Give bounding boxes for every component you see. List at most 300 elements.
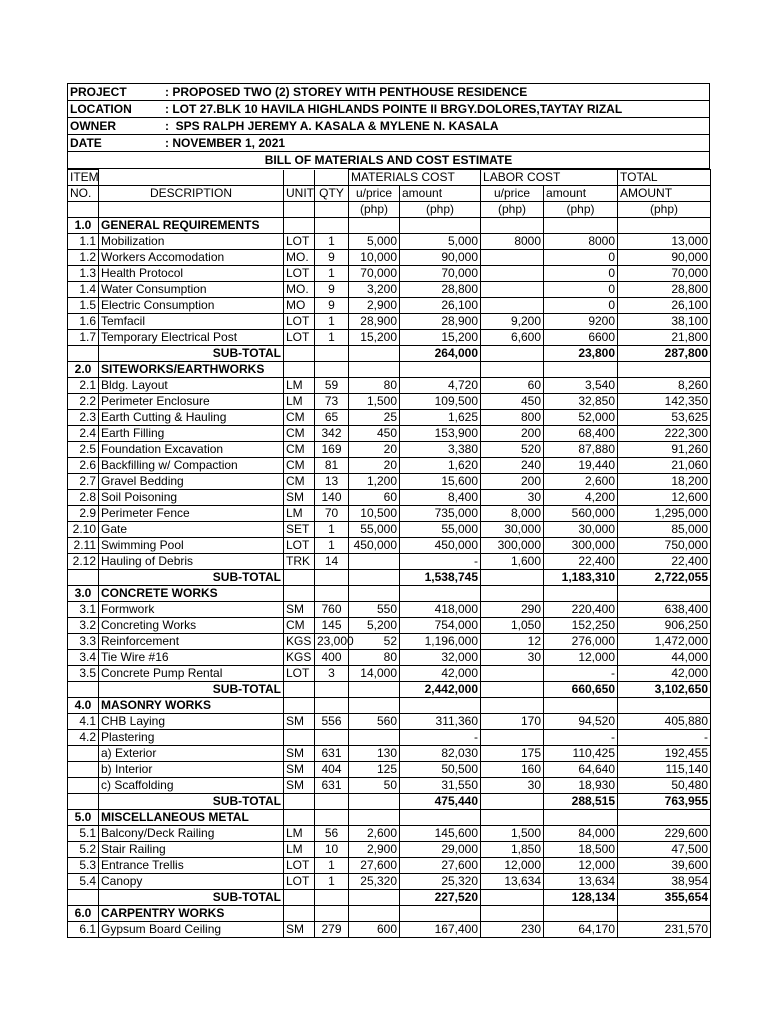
labor-unit-price: 175 <box>481 746 544 762</box>
empty-cell <box>618 698 711 714</box>
item-unit <box>284 730 315 746</box>
labor-unit-price: 8000 <box>481 234 544 250</box>
labor-unit-price: 520 <box>481 442 544 458</box>
labor-amount: 0 <box>544 250 618 266</box>
item-unit: SM <box>284 714 315 730</box>
table-row <box>68 298 711 314</box>
item-description: Temfacil <box>99 314 284 330</box>
material-amount: 1,620 <box>400 458 481 474</box>
subtotal-total-amount: 287,800 <box>618 346 711 362</box>
item-description: Tie Wire #16 <box>99 650 284 666</box>
item-qty: 1 <box>315 874 349 890</box>
item-unit: LOT <box>284 234 315 250</box>
labor-amount: 4,200 <box>544 490 618 506</box>
subtotal-row <box>68 570 711 586</box>
item-qty: 1 <box>315 266 349 282</box>
material-unit-price: 20 <box>349 458 400 474</box>
section-title: CARPENTRY WORKS <box>99 906 284 922</box>
total-amount: 115,140 <box>618 762 711 778</box>
table-row <box>68 458 711 474</box>
material-unit-price: 550 <box>349 602 400 618</box>
item-qty: 3 <box>315 666 349 682</box>
cost-table <box>67 169 711 938</box>
total-amount: 38,100 <box>618 314 711 330</box>
item-qty: 279 <box>315 922 349 938</box>
item-number: 1.7 <box>68 330 99 346</box>
empty-cell <box>315 890 349 906</box>
material-amount: 70,000 <box>400 266 481 282</box>
material-amount: 1,625 <box>400 410 481 426</box>
empty-cell <box>481 218 544 234</box>
empty-cell <box>284 890 315 906</box>
item-unit: LM <box>284 506 315 522</box>
col-material-uprice-header: u/price <box>349 186 400 202</box>
table-row <box>68 554 711 570</box>
item-unit: SM <box>284 602 315 618</box>
empty-cell <box>349 570 400 586</box>
labor-unit-price: 290 <box>481 602 544 618</box>
total-amount: 18,200 <box>618 474 711 490</box>
section-number: 6.0 <box>68 906 99 922</box>
labor-amount: 68,400 <box>544 426 618 442</box>
material-amount: 450,000 <box>400 538 481 554</box>
material-amount: 4,720 <box>400 378 481 394</box>
item-number: 3.1 <box>68 602 99 618</box>
empty-cell <box>284 362 315 378</box>
subtotal-total-amount: 3,102,650 <box>618 682 711 698</box>
col-item-header: ITEM <box>68 170 99 186</box>
item-qty: 56 <box>315 826 349 842</box>
section-header-row <box>68 810 711 826</box>
total-amount: 38,954 <box>618 874 711 890</box>
item-qty: 73 <box>315 394 349 410</box>
labor-unit-price: 200 <box>481 426 544 442</box>
section-header-row <box>68 362 711 378</box>
table-row <box>68 762 711 778</box>
material-amount: 735,000 <box>400 506 481 522</box>
subtotal-labor-amount: 23,800 <box>544 346 618 362</box>
item-unit: SM <box>284 746 315 762</box>
material-unit-price: 25 <box>349 410 400 426</box>
empty-cell <box>284 570 315 586</box>
item-description: Hauling of Debris <box>99 554 284 570</box>
item-description: Workers Accomodation <box>99 250 284 266</box>
total-amount: 12,600 <box>618 490 711 506</box>
section-number: 2.0 <box>68 362 99 378</box>
empty-cell <box>349 218 400 234</box>
project-value: : PROPOSED TWO (2) STOREY WITH PENTHOUSE RESIDENCE <box>165 85 528 99</box>
labor-amount: 64,170 <box>544 922 618 938</box>
empty-cell <box>284 218 315 234</box>
item-description: b) Interior <box>99 762 284 778</box>
item-qty: 1 <box>315 330 349 346</box>
labor-amount: 220,400 <box>544 602 618 618</box>
material-unit-price: 3,200 <box>349 282 400 298</box>
empty-cell <box>400 698 481 714</box>
empty-cell <box>349 794 400 810</box>
subtotal-total-amount: 2,722,055 <box>618 570 711 586</box>
labor-unit-price: 30 <box>481 490 544 506</box>
material-amount: 28,900 <box>400 314 481 330</box>
item-number: 3.2 <box>68 618 99 634</box>
subtotal-label: SUB-TOTAL <box>99 682 284 698</box>
labor-amount: 94,520 <box>544 714 618 730</box>
empty-cell <box>349 682 400 698</box>
material-unit-price: 80 <box>349 378 400 394</box>
material-amount: 31,550 <box>400 778 481 794</box>
item-qty: 1 <box>315 538 349 554</box>
table-row <box>68 922 711 938</box>
table-row <box>68 410 711 426</box>
material-unit-price: 60 <box>349 490 400 506</box>
item-unit: LOT <box>284 330 315 346</box>
empty-cell <box>68 682 99 698</box>
empty-cell <box>481 682 544 698</box>
item-qty: 9 <box>315 298 349 314</box>
item-number: 2.6 <box>68 458 99 474</box>
labor-unit-price: 160 <box>481 762 544 778</box>
item-description: Gate <box>99 522 284 538</box>
material-unit-price: 15,200 <box>349 330 400 346</box>
item-number: 1.2 <box>68 250 99 266</box>
labor-unit-price <box>481 666 544 682</box>
empty-cell <box>400 586 481 602</box>
material-amount: 1,196,000 <box>400 634 481 650</box>
subtotal-labor-amount: 660,650 <box>544 682 618 698</box>
table-row <box>68 394 711 410</box>
subtotal-material-amount: 227,520 <box>400 890 481 906</box>
subtotal-material-amount: 475,440 <box>400 794 481 810</box>
subtotal-total-amount: 355,654 <box>618 890 711 906</box>
material-amount: 90,000 <box>400 250 481 266</box>
date-row <box>67 135 710 152</box>
table-row <box>68 314 711 330</box>
table-row <box>68 746 711 762</box>
material-unit-price: 1,200 <box>349 474 400 490</box>
item-number: 5.3 <box>68 858 99 874</box>
labor-amount: 8000 <box>544 234 618 250</box>
table-row <box>68 522 711 538</box>
col-php-unit: (php) <box>618 202 711 218</box>
material-amount: 32,000 <box>400 650 481 666</box>
material-unit-price: 1,500 <box>349 394 400 410</box>
labor-unit-price <box>481 298 544 314</box>
empty-cell <box>68 346 99 362</box>
total-amount: 22,400 <box>618 554 711 570</box>
total-amount: 91,260 <box>618 442 711 458</box>
labor-unit-price <box>481 282 544 298</box>
item-description: Perimeter Fence <box>99 506 284 522</box>
material-amount: 25,320 <box>400 874 481 890</box>
item-qty: 13 <box>315 474 349 490</box>
empty-cell <box>284 810 315 826</box>
item-description: Soil Poisoning <box>99 490 284 506</box>
empty-cell <box>284 794 315 810</box>
table-row <box>68 538 711 554</box>
empty-cell <box>349 586 400 602</box>
column-header-row-2 <box>68 186 711 202</box>
empty-cell <box>544 906 618 922</box>
item-unit: LOT <box>284 266 315 282</box>
item-number: 4.1 <box>68 714 99 730</box>
empty-cell <box>618 906 711 922</box>
labor-unit-price: 200 <box>481 474 544 490</box>
labor-amount: 87,880 <box>544 442 618 458</box>
item-number: 2.3 <box>68 410 99 426</box>
item-number: 2.7 <box>68 474 99 490</box>
item-number: 2.5 <box>68 442 99 458</box>
table-row <box>68 474 711 490</box>
material-unit-price <box>349 730 400 746</box>
item-number: 5.1 <box>68 826 99 842</box>
location-value: : LOT 27.BLK 10 HAVILA HIGHLANDS POINTE II BRGY.DOLORES,TAYTAY RIZAL <box>165 102 623 116</box>
section-title: CONCRETE WORKS <box>99 586 284 602</box>
empty-cell <box>481 810 544 826</box>
item-unit: LOT <box>284 666 315 682</box>
item-unit: SM <box>284 490 315 506</box>
total-amount: 53,625 <box>618 410 711 426</box>
item-unit: MO. <box>284 250 315 266</box>
table-row <box>68 730 711 746</box>
section-title: SITEWORKS/EARTHWORKS <box>99 362 284 378</box>
total-amount: 142,350 <box>618 394 711 410</box>
item-qty: 760 <box>315 602 349 618</box>
table-row <box>68 650 711 666</box>
total-amount: 39,600 <box>618 858 711 874</box>
cost-estimate-sheet <box>67 83 710 938</box>
labor-unit-price: 30 <box>481 650 544 666</box>
material-unit-price: 70,000 <box>349 266 400 282</box>
table-row <box>68 330 711 346</box>
item-description: Foundation Excavation <box>99 442 284 458</box>
labor-unit-price <box>481 266 544 282</box>
empty-cell <box>68 570 99 586</box>
item-unit: MO. <box>284 282 315 298</box>
labor-unit-price: 9,200 <box>481 314 544 330</box>
item-unit: SM <box>284 762 315 778</box>
labor-amount: 0 <box>544 298 618 314</box>
table-row <box>68 714 711 730</box>
material-amount: - <box>400 730 481 746</box>
item-number: 2.8 <box>68 490 99 506</box>
item-unit: SM <box>284 778 315 794</box>
labor-unit-price: 13,634 <box>481 874 544 890</box>
empty-cell <box>284 346 315 362</box>
empty-cell <box>349 906 400 922</box>
item-qty: 1 <box>315 522 349 538</box>
item-unit: KGS <box>284 634 315 650</box>
labor-unit-price: 170 <box>481 714 544 730</box>
material-amount: 27,600 <box>400 858 481 874</box>
labor-amount: 0 <box>544 266 618 282</box>
material-unit-price: 5,000 <box>349 234 400 250</box>
table-row <box>68 618 711 634</box>
empty-cell <box>481 794 544 810</box>
item-description: Gravel Bedding <box>99 474 284 490</box>
labor-unit-price: 1,850 <box>481 842 544 858</box>
labor-unit-price: 8,000 <box>481 506 544 522</box>
section-title: GENERAL REQUIREMENTS <box>99 218 284 234</box>
total-amount: 192,455 <box>618 746 711 762</box>
labor-unit-price <box>481 730 544 746</box>
item-qty: 631 <box>315 778 349 794</box>
item-unit: LOT <box>284 538 315 554</box>
item-qty: 145 <box>315 618 349 634</box>
material-amount: - <box>400 554 481 570</box>
subtotal-material-amount: 264,000 <box>400 346 481 362</box>
total-amount: 222,300 <box>618 426 711 442</box>
labor-amount: 9200 <box>544 314 618 330</box>
labor-amount: 22,400 <box>544 554 618 570</box>
item-qty: 556 <box>315 714 349 730</box>
item-unit: CM <box>284 618 315 634</box>
table-row <box>68 250 711 266</box>
material-unit-price: 10,000 <box>349 250 400 266</box>
table-row <box>68 506 711 522</box>
item-description: Mobilization <box>99 234 284 250</box>
item-number: 3.3 <box>68 634 99 650</box>
subtotal-material-amount: 2,442,000 <box>400 682 481 698</box>
item-description: Reinforcement <box>99 634 284 650</box>
material-unit-price: 130 <box>349 746 400 762</box>
owner-value: : SPS RALPH JEREMY A. KASALA & MYLENE N. KASALA <box>165 119 499 133</box>
item-description: Balcony/Deck Railing <box>99 826 284 842</box>
empty-cell <box>618 218 711 234</box>
empty-cell <box>315 586 349 602</box>
material-unit-price: 27,600 <box>349 858 400 874</box>
table-row <box>68 842 711 858</box>
total-amount: 231,570 <box>618 922 711 938</box>
item-number: 2.9 <box>68 506 99 522</box>
material-unit-price: 2,900 <box>349 298 400 314</box>
labor-unit-price: 12 <box>481 634 544 650</box>
table-row <box>68 378 711 394</box>
material-unit-price: 50 <box>349 778 400 794</box>
total-amount: 21,800 <box>618 330 711 346</box>
material-unit-price: 28,900 <box>349 314 400 330</box>
item-description: Earth Filling <box>99 426 284 442</box>
section-number: 3.0 <box>68 586 99 602</box>
empty-cell <box>68 890 99 906</box>
empty-cell <box>284 906 315 922</box>
col-php-unit: (php) <box>544 202 618 218</box>
labor-amount: 560,000 <box>544 506 618 522</box>
labor-amount: 30,000 <box>544 522 618 538</box>
labor-amount: 12,000 <box>544 858 618 874</box>
item-description: Earth Cutting & Hauling <box>99 410 284 426</box>
item-description: Health Protocol <box>99 266 284 282</box>
item-number: 6.1 <box>68 922 99 938</box>
material-amount: 8,400 <box>400 490 481 506</box>
empty-cell <box>481 346 544 362</box>
labor-unit-price: 1,500 <box>481 826 544 842</box>
labor-unit-price <box>481 250 544 266</box>
table-row <box>68 266 711 282</box>
item-unit: SET <box>284 522 315 538</box>
empty-cell <box>284 698 315 714</box>
item-qty: 631 <box>315 746 349 762</box>
item-unit: LOT <box>284 858 315 874</box>
empty-cell <box>349 698 400 714</box>
material-amount: 109,500 <box>400 394 481 410</box>
column-header-row-3 <box>68 202 711 218</box>
owner-row <box>67 118 710 135</box>
empty-cell <box>315 570 349 586</box>
subtotal-labor-amount: 1,183,310 <box>544 570 618 586</box>
section-header-row <box>68 218 711 234</box>
cost-table-body <box>68 218 711 938</box>
subtotal-label: SUB-TOTAL <box>99 794 284 810</box>
item-qty <box>315 730 349 746</box>
labor-amount: 152,250 <box>544 618 618 634</box>
material-amount: 15,200 <box>400 330 481 346</box>
item-number: 5.4 <box>68 874 99 890</box>
item-description: Formwork <box>99 602 284 618</box>
labor-amount: 19,440 <box>544 458 618 474</box>
col-material-amount-header: amount <box>400 186 481 202</box>
labor-amount: 2,600 <box>544 474 618 490</box>
material-amount: 50,500 <box>400 762 481 778</box>
material-unit-price: 125 <box>349 762 400 778</box>
total-amount: 13,000 <box>618 234 711 250</box>
labor-unit-price: 240 <box>481 458 544 474</box>
labor-unit-price: 30,000 <box>481 522 544 538</box>
section-number: 5.0 <box>68 810 99 826</box>
total-amount: 906,250 <box>618 618 711 634</box>
item-description: Entrance Trellis <box>99 858 284 874</box>
material-unit-price: 55,000 <box>349 522 400 538</box>
item-description: Plastering <box>99 730 284 746</box>
item-qty: 1 <box>315 234 349 250</box>
item-number: 3.4 <box>68 650 99 666</box>
col-php-unit: (php) <box>349 202 400 218</box>
item-description: Gypsum Board Ceiling <box>99 922 284 938</box>
table-row <box>68 602 711 618</box>
subtotal-label: SUB-TOTAL <box>99 346 284 362</box>
empty-cell <box>481 890 544 906</box>
labor-amount: 110,425 <box>544 746 618 762</box>
labor-unit-price: 6,600 <box>481 330 544 346</box>
material-unit-price: 10,500 <box>349 506 400 522</box>
item-number: 3.5 <box>68 666 99 682</box>
labor-amount: 12,000 <box>544 650 618 666</box>
empty-cell <box>544 586 618 602</box>
col-labor-uprice-header: u/price <box>481 186 544 202</box>
empty-cell <box>284 586 315 602</box>
total-amount: 1,472,000 <box>618 634 711 650</box>
total-amount: - <box>618 730 711 746</box>
empty-cell <box>315 906 349 922</box>
labor-amount: 0 <box>544 282 618 298</box>
empty-cell <box>481 570 544 586</box>
item-qty: 140 <box>315 490 349 506</box>
item-number: 2.1 <box>68 378 99 394</box>
material-amount: 42,000 <box>400 666 481 682</box>
table-row <box>68 778 711 794</box>
item-description: Bldg. Layout <box>99 378 284 394</box>
item-unit: CM <box>284 458 315 474</box>
item-number: 2.4 <box>68 426 99 442</box>
item-unit: LOT <box>284 314 315 330</box>
item-number: 2.12 <box>68 554 99 570</box>
item-description: Backfilling w/ Compaction <box>99 458 284 474</box>
empty-cell <box>315 346 349 362</box>
material-amount: 29,000 <box>400 842 481 858</box>
empty-cell <box>400 362 481 378</box>
item-qty: 70 <box>315 506 349 522</box>
item-number <box>68 778 99 794</box>
item-description: Concrete Pump Rental <box>99 666 284 682</box>
